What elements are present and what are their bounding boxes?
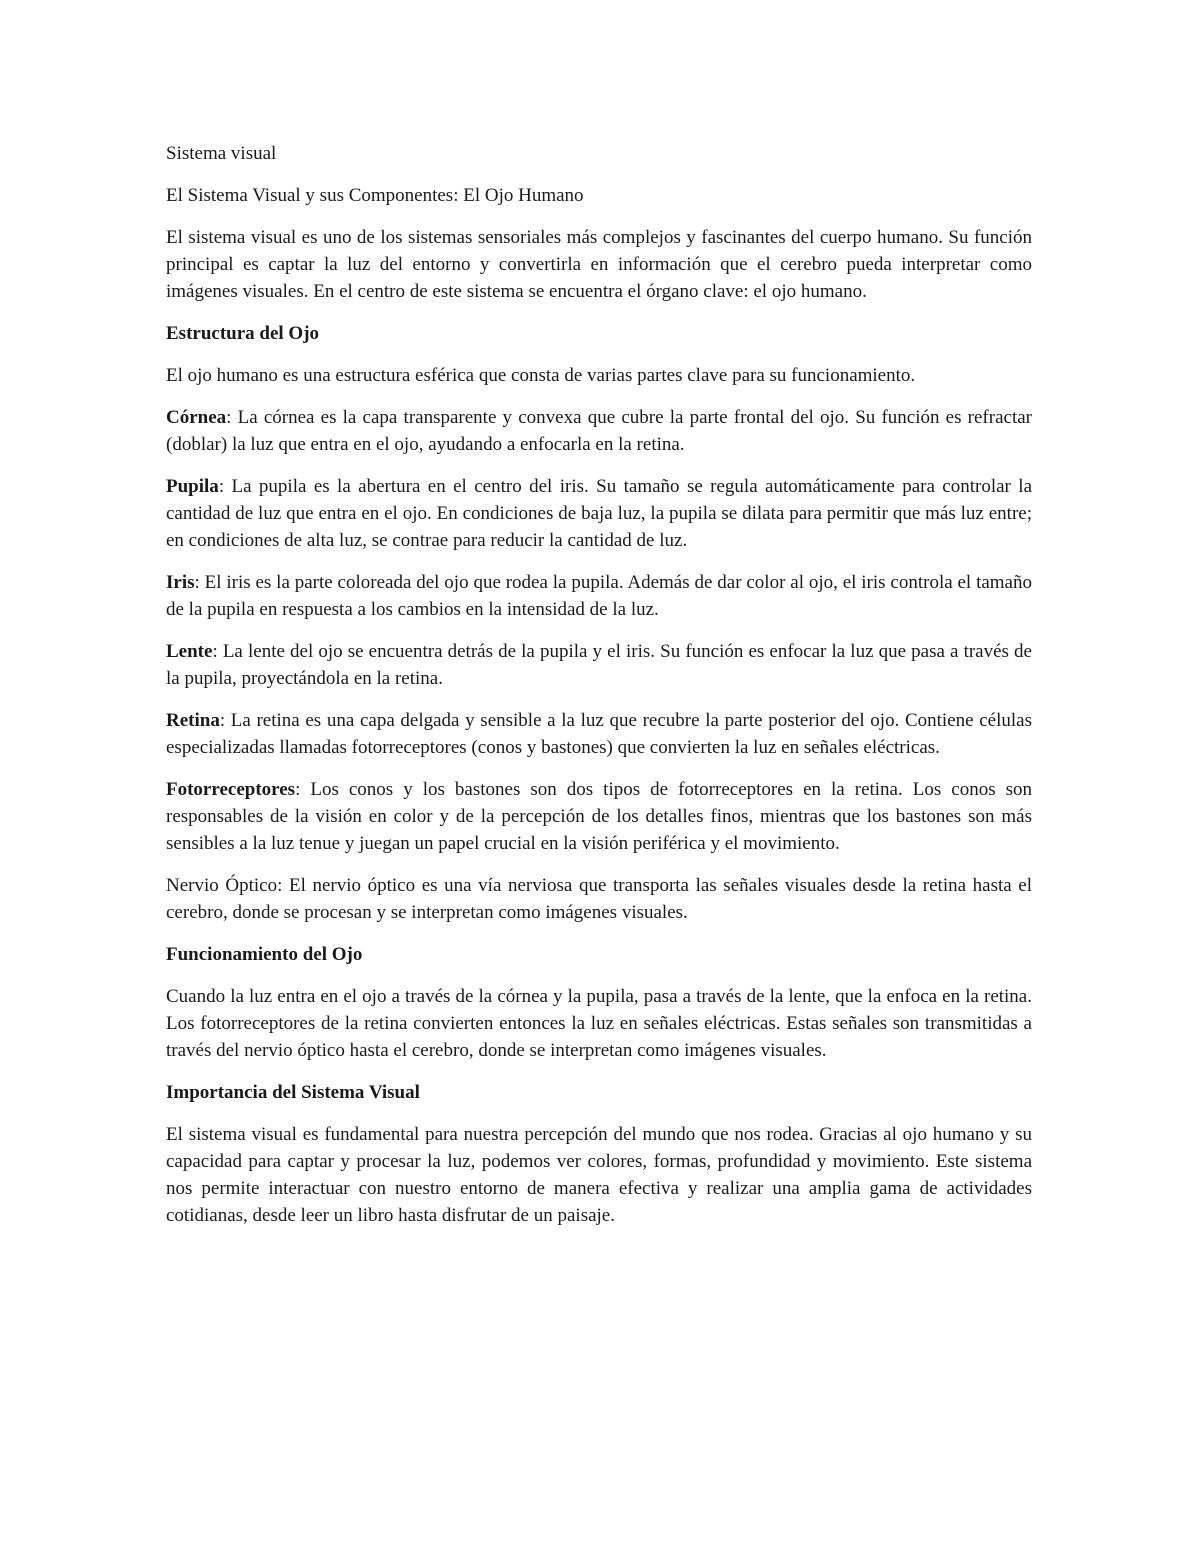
iris-paragraph [166,569,1032,623]
document-body [166,140,1032,1244]
pupila-paragraph [166,473,1032,554]
importance-heading: Importancia del Sistema Visual [166,1082,420,1103]
lente-text: : La lente del ojo se encuentra detrás de la pupila y el iris. Su función es enfocar la luz que pasa a través de la pupila, proyectándola en la retina. [166,641,1032,689]
document-subtitle: El Sistema Visual y sus Componentes: El Ojo Humano [166,185,584,206]
document-title: Sistema visual [166,143,277,164]
fotorreceptores-term: Fotorreceptores [166,779,296,800]
retina-text: : La retina es una capa delgada y sensible a la luz que recubre la parte posterior del ojo. Contiene células especializadas llamadas fotorreceptores (conos y bastones) que convierten la luz en señales eléctricas. [166,710,1032,758]
structure-intro-paragraph: El ojo humano es una estructura esférica que consta de varias partes clave para su funcionamiento. [166,365,916,386]
lente-term: Lente [166,641,213,662]
pupila-term: Pupila [166,476,219,497]
intro-paragraph: El sistema visual es uno de los sistemas sensoriales más complejos y fascinantes del cuerpo humano. Su función principal es captar la luz del entorno y convertirla en información que el cerebro pueda interpretar como imágenes visuales. En el centro de este sistema se encuentra el órgano clave: el ojo humano. [166,227,1032,302]
retina-term: Retina [166,710,220,731]
fotorreceptores-paragraph [166,776,1032,857]
iris-term: Iris [166,572,195,593]
iris-text: : El iris es la parte coloreada del ojo que rodea la pupila. Además de dar color al ojo, el iris controla el tamaño de la pupila en respuesta a los cambios en la intensidad de la luz. [166,572,1032,620]
cornea-paragraph [166,404,1032,458]
cornea-text: : La córnea es la capa transparente y convexa que cubre la parte frontal del ojo. Su función es refractar (doblar) la luz que entra en el ojo, ayudando a enfocarla en la retina. [166,407,1032,455]
nervio-optico-paragraph: Nervio Óptico: El nervio óptico es una vía nerviosa que transporta las señales visuales desde la retina hasta el cerebro, donde se procesan y se interpretan como imágenes visuales. [166,875,1032,923]
retina-paragraph [166,707,1032,761]
importance-paragraph: El sistema visual es fundamental para nuestra percepción del mundo que nos rodea. Gracias al ojo humano y su capacidad para captar y procesar la luz, podemos ver colores, formas, profundidad y movimiento. Este sistema nos permite interactuar con nuestro entorno de manera efectiva y realizar una amplia gama de actividades cotidianas, desde leer un libro hasta disfrutar de un paisaje. [166,1124,1032,1226]
fotorreceptores-text: : Los conos y los bastones son dos tipos de fotorreceptores en la retina. Los conos son responsables de la visión en color y de la percepción de los detalles finos, mientras que los bastones son más sensibles a la luz tenue y juegan un papel crucial en la visión periférica y el movimiento. [166,779,1032,854]
cornea-term: Córnea [166,407,227,428]
pupila-text: : La pupila es la abertura en el centro del iris. Su tamaño se regula automáticamente para controlar la cantidad de luz que entra en el ojo. En condiciones de baja luz, la pupila se dilata para permitir que más luz entre; en condiciones de alta luz, se contrae para reducir la cantidad de luz. [166,476,1032,551]
structure-heading: Estructura del Ojo [166,323,320,344]
lente-paragraph [166,638,1032,692]
function-paragraph: Cuando la luz entra en el ojo a través de la córnea y la pupila, pasa a través de la lente, que la enfoca en la retina. Los fotorreceptores de la retina convierten entonces la luz en señales eléctricas. Estas señales son transmitidas a través del nervio óptico hasta el cerebro, donde se interpretan como imágenes visuales. [166,986,1032,1061]
function-heading: Funcionamiento del Ojo [166,944,363,965]
